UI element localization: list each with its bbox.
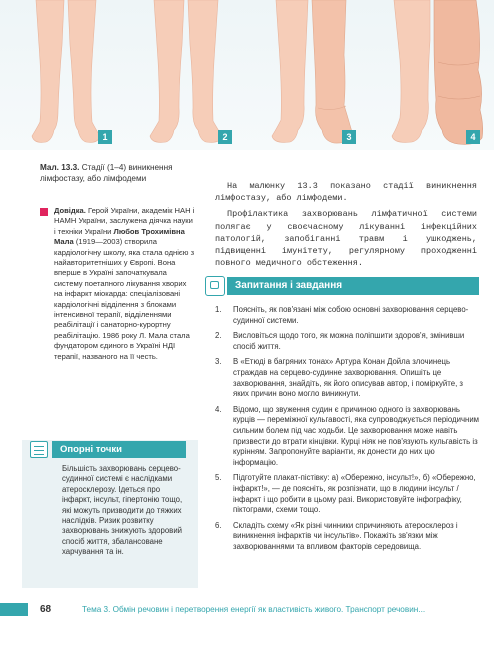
bio-intro: Герой України, академік НАН і НАМН України, заслужена діячка науки і техніки України: [54, 206, 195, 236]
caption-text: Стадії (1–4) виникнення лімфостазу, або лімфодеми: [40, 163, 173, 183]
question-text: Поясніть, як пов'язані між собою основні захворювання серцево-судинної системи.: [233, 305, 469, 325]
legs-illustration-stage-3: [248, 0, 364, 150]
questions-title: Запитання і завдання: [227, 277, 479, 295]
question-text: Висловіться щодо того, як можна поліпшити здоров'я, змінивши спосіб життя.: [233, 331, 465, 351]
question-item: [215, 473, 481, 515]
stage-badge: 3: [342, 130, 356, 144]
question-item: [215, 357, 481, 399]
question-text: Відомо, що звуження судин є причиною одного із захворювань курців — переміжної кульгавості, яка супроводжується періодичним сильним болем під час ходьби. Це захворювання може навіть призвести до втрати кінцівки. Курці ніяк не пов'язують кульгавість із курінням. Запропонуйте варіанти, як донести до них цю інформацію.: [233, 404, 480, 467]
question-number: 2.: [215, 331, 222, 341]
stage-badge: 1: [98, 130, 112, 144]
questions-list: [215, 305, 481, 557]
main-paragraph: Профілактика захворювань лімфатичної системи полягає у своєчасному лікуванні інфекційних патологій, запобіганні травм і ушкоджень, підвищенні імунітету, регулярному проходженні повного медичного обстеження.: [215, 209, 477, 269]
caption-label: Мал. 13.3.: [40, 163, 80, 172]
figure-panel-4: [372, 0, 488, 150]
figure-caption: [40, 162, 200, 184]
question-number: 3.: [215, 357, 222, 367]
checklist-icon: [30, 441, 48, 458]
question-number: 1.: [215, 305, 222, 314]
question-number: 4.: [215, 404, 222, 414]
main-paragraph: На малюнку 13.3 показано стадії виникнення лімфостазу, або лімфодеми.: [215, 181, 477, 204]
tasks-icon: [205, 276, 225, 296]
bio-body: (1919—2003) створила кардіологічну школу, яка стала однією з найавторитетніших у Європі. Вона вперше в Україні започаткувала систему поетапного лікування хворих на інфаркт міокарда: спеціалізовані кардіологічні відділення з блоками інтенсивної терапії, відділеннями реабілітації і санаторно-курортну реабілітацію. 1986 року Л. Мала стала фундатором єдиного в Україні НДІ терапії, названого на її честь.: [54, 237, 195, 361]
page-number: 68: [40, 604, 52, 615]
question-number: 5.: [215, 473, 222, 483]
question-item: [215, 305, 481, 326]
bio-name: Любов Трохимівна Мала: [54, 226, 185, 247]
question-item: [215, 405, 481, 469]
key-points-text: Більшість захворювань серцево-судинної системі є наслідками атеросклерозу. Ідеться про інфаркт, інсульт, гіпертонію тощо, які можуть призводити до тяжких наслідків. Ризик розвитку захворювань знижують здоровий спосіб життя, збалансоване харчування та ін.: [62, 464, 183, 557]
legs-illustration-stage-4: [372, 0, 488, 150]
question-item: [215, 331, 481, 352]
bio-label: Довідка.: [54, 206, 86, 215]
footer-accent-bar: [0, 603, 28, 616]
legs-illustration-stage-2: [124, 0, 240, 150]
question-item: [215, 521, 481, 553]
figure-panel-2: [124, 0, 240, 150]
figure-panel-1: [4, 0, 120, 150]
main-text: [215, 180, 477, 273]
bio-note: [54, 206, 196, 362]
question-number: 6.: [215, 520, 222, 530]
legs-illustration-stage-1: [4, 0, 120, 150]
figure-panel-3: [248, 0, 364, 150]
question-text: Складіть схему «Як різні чинники спричиняють атеросклероз і виникнення інфарктів чи інсультів». Покажіть зв'язки між захворюваннями та впливом факторів середовища.: [233, 520, 458, 551]
question-text: В «Етюді в багряних тонах» Артура Конан Дойла злочинець страждав на серцево-судинне захворювання. Опишіть це захворювання, знайдіть, як його описував автор, і поміркуйте, з яких причин воно могло виникнути.: [233, 357, 463, 399]
key-points-title: Опорні точки: [52, 441, 186, 458]
stage-badge: 2: [218, 130, 232, 144]
bio-marker: [40, 208, 48, 216]
question-text: Підготуйте плакат-пістівку: а) «Обережно, інсульт!», б) «Обережно, інфаркт!», — де поясніть, як розпізнати, що в людини інсульт / інфаркт і що робити в цьому разі. Використовуйте інфографіку, піктограми, схеми тощо.: [233, 473, 476, 515]
footer-running-title: Тема 3. Обмін речовин і перетворення енергії як властивість живого. Транспорт речовин...: [82, 605, 426, 614]
lymphostasis-figure: [0, 0, 494, 150]
stage-badge: 4: [466, 130, 480, 144]
